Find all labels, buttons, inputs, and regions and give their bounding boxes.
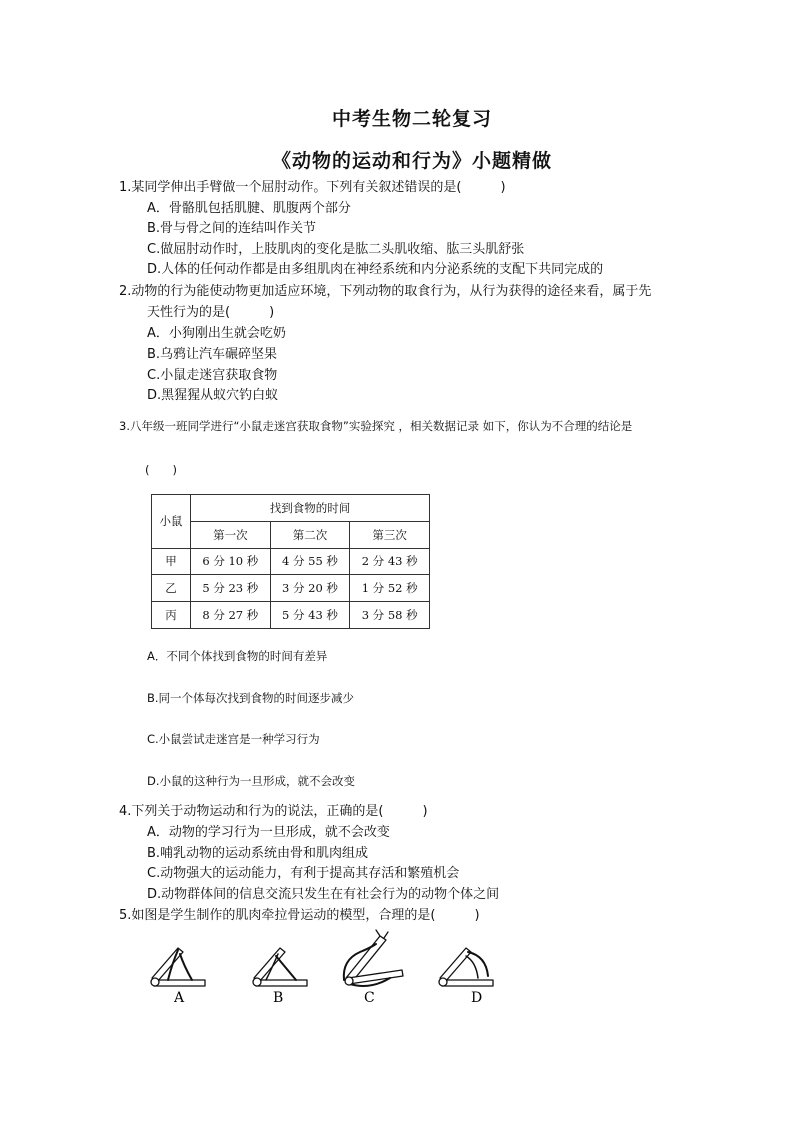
figure-label-d: D bbox=[471, 990, 483, 1006]
model-figure-b bbox=[253, 948, 307, 986]
q3-option-c: C.小鼠尝试走迷宫是一种学习行为 bbox=[147, 732, 320, 746]
q2-option-b: B.乌鸦让汽车碾碎坚果 bbox=[147, 347, 278, 362]
q2-stem-line1: 2.动物的行为能使动物更加适应环境，下列动物的取食行为，从行为获得的途径来看，属于先 bbox=[119, 284, 652, 299]
q4-option-c: C.动物强大的运动能力，有利于提高其存活和繁殖机会 bbox=[147, 866, 460, 881]
q4-option-d: D.动物群体间的信息交流只发生在有社会行为的动物个体之间 bbox=[147, 887, 500, 902]
table-cell: 5 分 23 秒 bbox=[191, 575, 271, 602]
q1-option-b: B.骨与骨之间的连结叫作关节 bbox=[147, 221, 317, 236]
table-cell: 6 分 10 秒 bbox=[191, 548, 271, 575]
model-figure-c bbox=[344, 930, 403, 986]
figure-label-a: A bbox=[174, 990, 185, 1006]
table-row bbox=[152, 575, 430, 602]
table-row bbox=[152, 602, 430, 629]
q2-option-d: D.黑猩猩从蚁穴钓白蚁 bbox=[147, 388, 279, 403]
table-cell: 3 分 20 秒 bbox=[270, 575, 350, 602]
q2-stem-line2: 天性行为的是( ) bbox=[147, 305, 275, 320]
q4-option-b: B.哺乳动物的运动系统由骨和肌肉组成 bbox=[147, 846, 369, 861]
q3-option-a: A．不同个体找到食物的时间有差异 bbox=[147, 649, 328, 663]
q1-option-c: C.做屈肘动作时，上肢肌肉的变化是肱二头肌收缩、肱三头肌舒张 bbox=[147, 242, 525, 257]
table-column-header: 第一次 bbox=[191, 521, 271, 548]
table-cell: 2 分 43 秒 bbox=[350, 548, 430, 575]
model-figure-a bbox=[151, 948, 205, 986]
q2-option-a: A．小狗刚出生就会吃奶 bbox=[147, 326, 286, 341]
q5-stem: 5.如图是学生制作的肌肉牵拉骨运动的模型，合理的是( ) bbox=[119, 908, 480, 923]
q1-option-a: A．骨骼肌包括肌腱、肌腹两个部分 bbox=[147, 201, 351, 216]
table-cell: 5 分 43 秒 bbox=[270, 602, 350, 629]
q3-option-b: B.同一个体每次找到食物的时间逐步减少 bbox=[147, 691, 355, 705]
table-cell: 乙 bbox=[152, 575, 191, 602]
table-column-header: 第二次 bbox=[270, 521, 350, 548]
q4-option-a: A．动物的学习行为一旦形成，就不会改变 bbox=[147, 825, 390, 840]
table-cell: 3 分 58 秒 bbox=[350, 602, 430, 629]
table-cell: 甲 bbox=[152, 548, 191, 575]
figure-label-b: B bbox=[273, 990, 284, 1006]
table-row-header: 小鼠 bbox=[152, 495, 191, 549]
muscle-bone-model-figures bbox=[140, 928, 520, 1008]
q2-option-c: C.小鼠走迷宫获取食物 bbox=[147, 368, 278, 383]
q3-data-table bbox=[151, 494, 430, 629]
q1-stem: 1.某同学伸出手臂做一个屈肘动作。下列有关叙述错误的是( ) bbox=[119, 180, 506, 195]
table-cell: 1 分 52 秒 bbox=[350, 575, 430, 602]
figure-label-c: C bbox=[364, 990, 375, 1006]
model-figure-d bbox=[439, 948, 493, 986]
table-group-header: 找到食物的时间 bbox=[191, 495, 430, 522]
q3-stem: 3.八年级一班同学进行“小鼠走迷宫获取食物”实验探究 ，相关数据记录 如下，你认为不合理的结论是 bbox=[119, 419, 633, 433]
q1-option-d: D.人体的任何动作都是由多组肌肉在神经系统和内分泌系统的支配下共同完成的 bbox=[147, 262, 604, 277]
table-cell: 4 分 55 秒 bbox=[270, 548, 350, 575]
page-title: 中考生物二轮复习 bbox=[331, 108, 492, 130]
page-subtitle: 《动物的运动和行为》小题精做 bbox=[271, 150, 552, 172]
q3-option-d: D.小鼠的这种行为一旦形成，就不会改变 bbox=[147, 774, 356, 788]
table-cell: 丙 bbox=[152, 602, 191, 629]
table-column-header: 第三次 bbox=[350, 521, 430, 548]
table-row bbox=[152, 548, 430, 575]
q4-stem: 4.下列关于动物运动和行为的说法，正确的是( ) bbox=[119, 804, 428, 819]
q3-blank: ( ) bbox=[145, 463, 177, 477]
table-cell: 8 分 27 秒 bbox=[191, 602, 271, 629]
